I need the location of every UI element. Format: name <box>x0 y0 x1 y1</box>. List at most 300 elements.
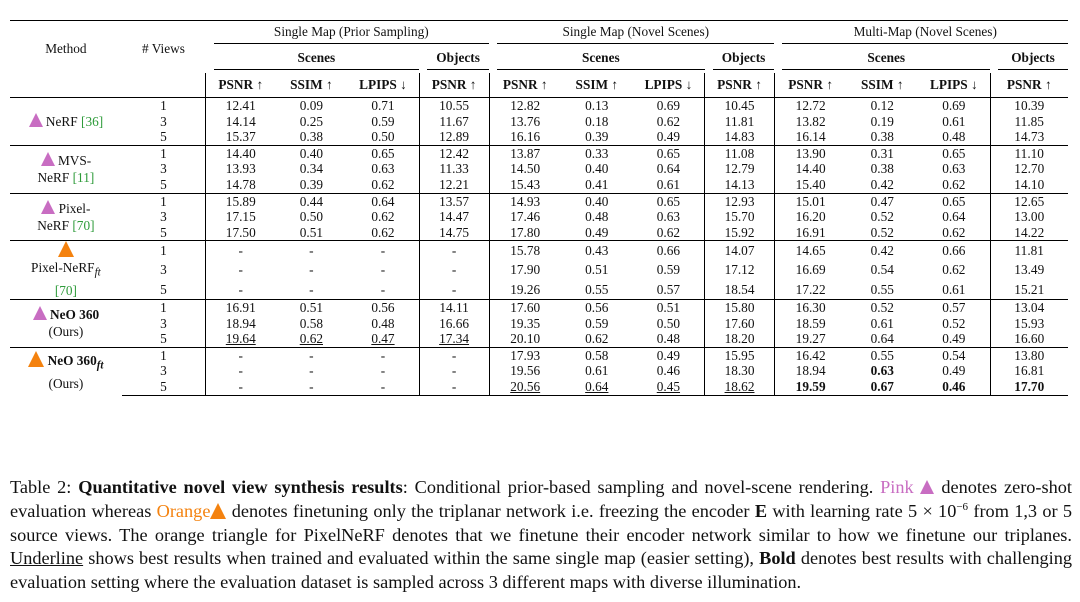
caption-title: Quantitative novel view synthesis results <box>78 477 403 497</box>
value-cell: 0.65 <box>347 145 419 161</box>
value-cell: 0.61 <box>942 281 966 297</box>
table-row <box>10 241 1068 261</box>
value-cell: - <box>206 363 276 379</box>
value-cell: 15.93 <box>990 316 1068 332</box>
value-cell: 0.62 <box>585 331 609 347</box>
objects-header <box>419 48 489 73</box>
value-cell: 0.25 <box>299 113 323 129</box>
method-name: Pixel-NeRF <box>31 260 95 276</box>
value-cell: 0.62 <box>942 224 966 240</box>
views-cell: 1 <box>122 300 206 316</box>
caption-encoder-symbol: E <box>754 500 768 521</box>
value-cell: 0.63 <box>656 209 681 225</box>
value-cell: 15.95 <box>705 347 775 363</box>
value-cell: 0.13 <box>561 98 633 114</box>
views-cell: 1 <box>122 145 206 161</box>
value-cell: 14.40 <box>774 161 846 177</box>
value-cell: - <box>206 241 276 261</box>
value-cell: 12.41 <box>206 98 276 114</box>
value-cell: 18.59 <box>774 316 846 332</box>
caption-pink-word: Pink <box>880 477 914 497</box>
value-cell: 14.93 <box>489 193 561 209</box>
value-cell: 0.64 <box>870 331 894 347</box>
value-cell: 14.11 <box>419 300 489 316</box>
value-cell: 0.65 <box>633 193 705 209</box>
value-cell: 14.75 <box>419 225 489 241</box>
value-cell: 19.59 <box>774 379 846 395</box>
metric-ssim: SSIM ↑ <box>575 76 619 92</box>
value-cell: - <box>347 379 419 395</box>
value-cell: 11.33 <box>419 161 489 177</box>
value-cell: 0.66 <box>918 241 990 261</box>
value-cell: 13.87 <box>489 145 561 161</box>
value-cell: 0.38 <box>870 129 894 145</box>
value-cell: 0.49 <box>656 129 681 145</box>
objects-label: Objects <box>998 50 1068 70</box>
views-header: # Views <box>122 21 206 98</box>
value-cell: 0.49 <box>942 331 966 347</box>
value-cell: 0.54 <box>918 347 990 363</box>
value-cell: 14.47 <box>419 209 489 225</box>
table-row <box>10 280 1068 300</box>
value-cell: - <box>309 363 314 379</box>
value-cell: 0.40 <box>275 145 347 161</box>
value-cell: 13.04 <box>990 300 1068 316</box>
value-cell: 17.90 <box>489 261 561 280</box>
value-cell: - <box>419 347 489 363</box>
value-cell: 17.15 <box>206 209 276 225</box>
value-cell: 0.42 <box>870 176 894 192</box>
value-cell: 0.52 <box>846 300 918 316</box>
value-cell: - <box>380 281 386 297</box>
value-cell: 0.61 <box>942 113 966 129</box>
value-cell: - <box>419 280 489 300</box>
value-cell: 0.64 <box>561 379 633 395</box>
value-cell: 13.82 <box>774 114 846 130</box>
table-row <box>10 98 1068 114</box>
method-name: NeRF <box>45 113 78 129</box>
value-cell: 0.54 <box>870 262 894 278</box>
value-cell: - <box>419 241 489 261</box>
value-cell: 13.76 <box>489 114 561 130</box>
method-name: NeRF <box>37 217 70 233</box>
method-name: Pixel- <box>58 200 91 216</box>
caption-underline-word: Underline <box>10 548 84 569</box>
value-cell: 15.70 <box>705 209 775 225</box>
value-cell: 0.43 <box>561 241 633 261</box>
orange-triangle-icon <box>210 503 226 519</box>
caption-text: denotes finetuning only the triplanar network i.e. freezing the encoder <box>231 500 750 521</box>
value-cell: - <box>419 261 489 280</box>
value-cell: 17.80 <box>489 225 561 241</box>
views-cell: 5 <box>160 224 167 240</box>
value-cell: 0.50 <box>299 209 323 225</box>
value-cell: 16.30 <box>774 300 846 316</box>
value-cell: 0.62 <box>371 209 395 225</box>
metric-psnr: PSNR ↑ <box>419 73 489 98</box>
value-cell: 0.59 <box>371 113 395 129</box>
value-cell: 0.64 <box>656 161 681 177</box>
value-cell: 0.50 <box>656 315 681 331</box>
views-cell: 5 <box>160 331 167 347</box>
table-row <box>10 145 1068 161</box>
value-cell: 10.39 <box>990 98 1068 114</box>
value-cell: 0.40 <box>585 161 609 177</box>
value-cell: 17.12 <box>705 261 775 280</box>
value-cell: 0.33 <box>561 145 633 161</box>
method-citation: [70] <box>54 283 77 298</box>
value-cell: 15.40 <box>774 177 846 193</box>
value-cell: 0.19 <box>870 113 894 129</box>
method-citation: [11] <box>72 170 95 186</box>
value-cell: 18.94 <box>206 316 276 332</box>
value-cell: 0.49 <box>585 224 609 240</box>
value-cell: 15.80 <box>705 300 775 316</box>
value-cell: 0.45 <box>633 379 705 395</box>
method-ours-label: (Ours) <box>48 375 84 391</box>
method-name: MVS- <box>57 153 92 169</box>
value-cell: - <box>206 261 276 280</box>
value-cell: 0.59 <box>656 262 681 278</box>
value-cell: 0.56 <box>347 300 419 316</box>
value-cell: - <box>275 347 347 363</box>
group-header-novel-scenes <box>489 21 774 48</box>
value-cell: - <box>419 379 489 395</box>
value-cell: - <box>206 280 276 300</box>
value-cell: 0.49 <box>633 347 705 363</box>
value-cell: 11.10 <box>990 145 1068 161</box>
value-cell: 0.63 <box>942 161 966 177</box>
value-cell: 0.65 <box>633 145 705 161</box>
value-cell: 0.41 <box>585 176 609 192</box>
value-cell: 14.73 <box>990 129 1068 145</box>
value-cell: 0.62 <box>942 262 966 278</box>
pink-triangle-icon <box>29 113 43 127</box>
value-cell: 13.57 <box>419 193 489 209</box>
value-cell: 16.42 <box>774 347 846 363</box>
value-cell: 17.46 <box>489 209 561 225</box>
caption-text: shows best results when trained and evaluated within the same single map (easier setting), <box>88 548 755 569</box>
value-cell: 0.18 <box>585 113 609 129</box>
views-cell: 5 <box>160 176 167 192</box>
value-cell: 0.46 <box>918 379 990 395</box>
value-cell: 16.20 <box>774 209 846 225</box>
value-cell: 0.09 <box>275 98 347 114</box>
method-cell <box>10 98 122 146</box>
value-cell: - <box>380 262 386 278</box>
value-cell: 0.38 <box>870 161 894 177</box>
value-cell: 19.27 <box>774 331 846 347</box>
table-row <box>10 209 1068 225</box>
metric-psnr: PSNR ↑ <box>990 73 1068 98</box>
value-cell: 15.01 <box>774 193 846 209</box>
group-label: Single Map (Novel Scenes) <box>497 24 774 44</box>
value-cell: 16.14 <box>774 129 846 145</box>
views-cell: 3 <box>160 262 167 278</box>
value-cell: 0.12 <box>846 98 918 114</box>
value-cell: 14.07 <box>705 241 775 261</box>
value-cell: 10.55 <box>419 98 489 114</box>
value-cell: 0.52 <box>870 209 894 225</box>
value-cell: 0.39 <box>585 129 609 145</box>
value-cell: 0.69 <box>633 98 705 114</box>
value-cell: 11.85 <box>990 114 1068 130</box>
value-cell: 0.39 <box>299 176 323 192</box>
method-cell <box>10 145 122 193</box>
value-cell: 14.13 <box>705 177 775 193</box>
method-cell <box>10 347 122 395</box>
value-cell: 0.48 <box>942 129 966 145</box>
value-cell: 0.69 <box>918 98 990 114</box>
value-cell: 0.57 <box>918 300 990 316</box>
value-cell: 12.82 <box>489 98 561 114</box>
value-cell: 16.81 <box>990 363 1068 379</box>
value-cell: 18.62 <box>705 379 775 395</box>
views-cell: 1 <box>122 193 206 209</box>
views-cell: 5 <box>122 379 206 395</box>
table-caption <box>10 476 1072 595</box>
views-cell: 3 <box>160 113 167 129</box>
table-row <box>10 193 1068 209</box>
value-cell: 0.62 <box>371 176 395 192</box>
value-cell: 0.57 <box>656 281 681 297</box>
value-cell: - <box>309 262 314 278</box>
metric-psnr: PSNR ↑ <box>774 73 846 98</box>
table-row <box>10 347 1068 363</box>
value-cell: 0.48 <box>371 315 395 331</box>
value-cell: 0.64 <box>347 193 419 209</box>
scenes-label: Scenes <box>782 50 990 70</box>
caption-text: : Conditional prior-based sampling and novel-scene rendering. <box>402 477 874 497</box>
value-cell: 12.42 <box>419 145 489 161</box>
value-cell: 17.60 <box>489 300 561 316</box>
value-cell: 0.62 <box>299 331 323 347</box>
value-cell: 12.72 <box>774 98 846 114</box>
metric-lpips: LPIPS ↓ <box>359 76 407 92</box>
value-cell: 16.69 <box>774 261 846 280</box>
caption-text: denotes zero-shot evaluation whereas <box>10 477 1072 521</box>
value-cell: 0.55 <box>585 281 609 297</box>
value-cell: 0.51 <box>633 300 705 316</box>
value-cell: 12.89 <box>419 129 489 145</box>
value-cell: 0.52 <box>870 224 894 240</box>
value-cell: 18.30 <box>705 363 775 379</box>
value-cell: 17.34 <box>419 331 489 347</box>
value-cell: 0.50 <box>371 129 395 145</box>
value-cell: 19.35 <box>489 316 561 332</box>
views-cell: 5 <box>160 129 167 145</box>
scenes-label: Scenes <box>497 50 705 70</box>
table-row <box>10 316 1068 332</box>
views-cell: 1 <box>122 347 206 363</box>
table-row <box>10 300 1068 316</box>
value-cell: 16.16 <box>489 129 561 145</box>
value-cell: 0.51 <box>299 224 323 240</box>
value-cell: 15.21 <box>990 280 1068 300</box>
method-subscript: ft <box>94 267 101 279</box>
value-cell: 0.48 <box>656 331 681 347</box>
group-label: Single Map (Prior Sampling) <box>214 24 489 44</box>
pink-triangle-icon <box>41 152 55 166</box>
value-cell: 0.34 <box>299 161 323 177</box>
value-cell: - <box>347 241 419 261</box>
pink-triangle-icon <box>920 480 934 494</box>
value-cell: 17.60 <box>705 316 775 332</box>
table-row <box>10 177 1068 193</box>
value-cell: 18.20 <box>705 331 775 347</box>
value-cell: 12.65 <box>990 193 1068 209</box>
orange-triangle-icon <box>28 351 44 367</box>
method-citation: [70] <box>72 217 95 233</box>
views-cell: 3 <box>160 209 167 225</box>
value-cell: 0.55 <box>846 347 918 363</box>
scenes-label: Scenes <box>214 50 420 70</box>
value-cell: 14.14 <box>206 114 276 130</box>
method-cell <box>10 193 122 241</box>
value-cell: - <box>380 363 386 379</box>
value-cell: 0.46 <box>656 363 681 379</box>
group-label: Multi-Map (Novel Scenes) <box>782 24 1068 44</box>
views-cell: 1 <box>122 241 206 261</box>
value-cell: - <box>275 241 347 261</box>
value-cell: 0.65 <box>918 145 990 161</box>
table-row <box>10 114 1068 130</box>
header-row-groups <box>10 21 1068 48</box>
value-cell: 14.78 <box>206 177 276 193</box>
objects-header <box>705 48 775 73</box>
value-cell: 0.58 <box>299 315 323 331</box>
objects-label: Objects <box>713 50 775 70</box>
value-cell: 18.54 <box>705 280 775 300</box>
value-cell: 11.81 <box>990 241 1068 261</box>
table-row <box>10 261 1068 280</box>
views-cell: 1 <box>122 98 206 114</box>
value-cell: 16.66 <box>419 316 489 332</box>
value-cell: 13.90 <box>774 145 846 161</box>
scenes-header <box>774 48 990 73</box>
value-cell: - <box>419 363 489 379</box>
value-cell: 0.42 <box>846 241 918 261</box>
value-cell: 0.71 <box>347 98 419 114</box>
value-cell: 15.89 <box>206 193 276 209</box>
metric-ssim: SSIM ↑ <box>860 76 904 92</box>
value-cell: 13.00 <box>990 209 1068 225</box>
caption-text: from 1,3 or 5 source views. The orange triangle for PixelNeRF denotes that we finetune their encoder network similar to how we finetune our triplanes. <box>10 500 1073 545</box>
value-cell: 14.40 <box>206 145 276 161</box>
value-cell: 12.79 <box>705 161 775 177</box>
scenes-header <box>206 48 420 73</box>
value-cell: 0.59 <box>585 315 609 331</box>
value-cell: - <box>275 379 347 395</box>
orange-triangle-icon <box>58 241 74 257</box>
method-header: Method <box>10 21 122 98</box>
value-cell: 0.67 <box>846 379 918 395</box>
value-cell: 16.91 <box>774 225 846 241</box>
value-cell: 0.56 <box>561 300 633 316</box>
value-cell: - <box>206 347 276 363</box>
value-cell: 14.83 <box>705 129 775 145</box>
value-cell: 0.51 <box>585 262 609 278</box>
method-name: NeRF <box>37 170 70 186</box>
value-cell: 0.47 <box>846 193 918 209</box>
table-body <box>10 98 1068 396</box>
caption-text: denotes best results with challenging evaluation setting where the evaluation dataset is sampled across 3 different maps with diverse illumination. <box>10 548 1073 593</box>
value-cell: 0.63 <box>371 161 395 177</box>
value-cell: 0.62 <box>656 224 681 240</box>
method-cell <box>10 300 122 348</box>
value-cell: 0.65 <box>918 193 990 209</box>
caption-bold-word: Bold <box>759 548 796 569</box>
views-cell: 5 <box>160 281 167 297</box>
metric-psnr: PSNR ↑ <box>705 73 775 98</box>
views-cell: 3 <box>160 363 167 379</box>
value-cell: 0.52 <box>942 315 966 331</box>
value-cell: 0.31 <box>846 145 918 161</box>
value-cell: 12.93 <box>705 193 775 209</box>
method-cell <box>10 241 122 300</box>
value-cell: 11.81 <box>705 114 775 130</box>
value-cell: 12.70 <box>990 161 1068 177</box>
value-cell: 12.21 <box>419 177 489 193</box>
value-cell: 14.50 <box>489 161 561 177</box>
results-table <box>10 20 1068 396</box>
value-cell: 0.61 <box>656 176 681 192</box>
value-cell: 13.80 <box>990 347 1068 363</box>
value-cell: 0.51 <box>275 300 347 316</box>
value-cell: 14.10 <box>990 177 1068 193</box>
value-cell: 0.58 <box>561 347 633 363</box>
value-cell: 15.78 <box>489 241 561 261</box>
caption-orange-word: Orange <box>156 500 211 521</box>
value-cell: 0.40 <box>561 193 633 209</box>
value-cell: 19.26 <box>489 280 561 300</box>
caption-label: Table 2: <box>10 477 72 497</box>
caption-text: with learning rate 5 × 10 <box>772 500 957 521</box>
value-cell: 13.49 <box>990 261 1068 280</box>
method-subscript: ft <box>96 359 104 372</box>
value-cell: 0.48 <box>585 209 609 225</box>
value-cell: 0.44 <box>275 193 347 209</box>
value-cell: 15.43 <box>489 177 561 193</box>
table-row <box>10 225 1068 241</box>
value-cell: - <box>309 281 314 297</box>
value-cell: - <box>206 379 276 395</box>
table-row <box>10 331 1068 347</box>
value-cell: 0.47 <box>371 331 395 347</box>
method-ours-label: (Ours) <box>48 324 84 340</box>
value-cell: 20.56 <box>489 379 561 395</box>
value-cell: 16.91 <box>206 300 276 316</box>
scenes-header <box>489 48 705 73</box>
value-cell: 0.64 <box>942 209 966 225</box>
table-row <box>10 129 1068 145</box>
metric-psnr: PSNR ↑ <box>489 73 561 98</box>
caption-exponent: −6 <box>956 500 969 513</box>
value-cell: 10.45 <box>705 98 775 114</box>
views-cell: 3 <box>160 315 167 331</box>
value-cell: 20.10 <box>489 331 561 347</box>
metric-lpips: LPIPS ↓ <box>930 76 978 92</box>
value-cell: 15.92 <box>705 225 775 241</box>
value-cell: 17.70 <box>990 379 1068 395</box>
method-name: NeO 360 <box>50 307 100 323</box>
objects-header <box>990 48 1068 73</box>
value-cell: 11.67 <box>419 114 489 130</box>
value-cell: 17.93 <box>489 347 561 363</box>
group-header-prior-sampling <box>206 21 489 48</box>
value-cell: 19.64 <box>206 331 276 347</box>
value-cell: 18.94 <box>774 363 846 379</box>
